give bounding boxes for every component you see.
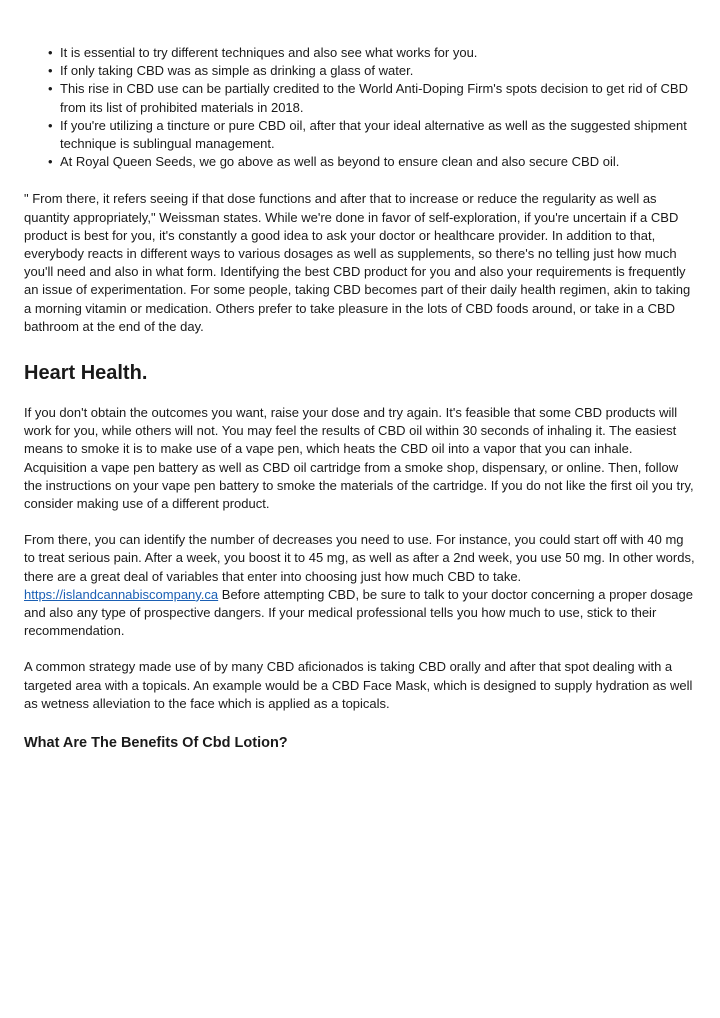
bullet-list: [24, 44, 696, 171]
heading-heart-health: Heart Health.: [24, 362, 148, 385]
paragraph-drops-text-before: From there, you can identify the number of decreases you need to use. For instance, you could start off with 40 mg to treat serious pain. After a week, you boost it to 45 mg, as well as after a 2nd week, you use 50 mg. In other words, there are a great deal of variables that enter into choosing just how much CBD to take.: [24, 532, 695, 584]
bullet-item: • If only taking CBD was as simple as drinking a glass of water.: [60, 62, 696, 80]
islandcannabis-link[interactable]: https://islandcannabiscompany.ca: [24, 586, 219, 602]
paragraph-dosage: " From there, it refers seeing if that dose functions and after that to increase or reduce the regularity as well as quantity appropriately," Weissman states. While we're done in favor of self-exploration, if you're uncertain if a CBD product is best for you, it's constantly a good idea to ask your doctor or healthcare provider. In addition to that, everybody reacts in different ways to various dosages as well as supplements, so there's no telling just how much you'll need and also in what form. Identifying the best CBD product for you and also your requirements is frequently an issue of experimentation. For some people, taking CBD becomes part of their daily health regimen, akin to taking a morning vitamin or medication. Others prefer to take pleasure in the lots of CBD foods around, or take in a CBD bathroom at the end of the day.: [24, 191, 691, 334]
paragraph-drops-text-after: Before attempting CBD, be sure to talk to your doctor concerning a proper dosage and also any type of prospective dangers. If your medical professional tells you how much to use, stick to their recommendation.: [24, 586, 693, 639]
paragraph-vape: If you don't obtain the outcomes you want, raise your dose and try again. It's feasible that some CBD products will work for you, while others will not. You may feel the results of CBD oil within 30 seconds of inhaling it. The easiest means to smoke it is to make use of a vape pen, which heats the CBD oil into a vapor that you can inhale. Acquisition a vape pen battery as well as CBD oil cartridge from a smoke shop, dispensary, or online. Then, follow the instructions on your vape pen battery to smoke the materials of the cartridge. If you do not like the first oil you try, consider making use of a different product.: [24, 405, 694, 512]
bullet-item: • It is essential to try different techniques and also see what works for you.: [60, 44, 696, 62]
paragraph-topicals: A common strategy made use of by many CBD aficionados is taking CBD orally and after that spot dealing with a targeted area with a topicals. An example would be a CBD Face Mask, which is designed to supply hydration as well as wetness alleviation to the face which is applied as a topicals.: [24, 659, 693, 711]
bullet-item: • If you're utilizing a tincture or pure CBD oil, after that your ideal alternative as well as the suggested shipment technique is sublingual management.: [60, 117, 696, 153]
paragraph-drops: [24, 531, 696, 640]
heading-benefits-lotion: What Are The Benefits Of Cbd Lotion?: [24, 735, 288, 752]
bullet-item: • At Royal Queen Seeds, we go above as well as beyond to ensure clean and also secure CBD oil.: [60, 153, 696, 171]
bullet-item: • This rise in CBD use can be partially credited to the World Anti-Doping Firm's spots decision to get rid of CBD from its list of prohibited materials in 2018.: [60, 80, 696, 116]
document-page: [24, 44, 696, 753]
